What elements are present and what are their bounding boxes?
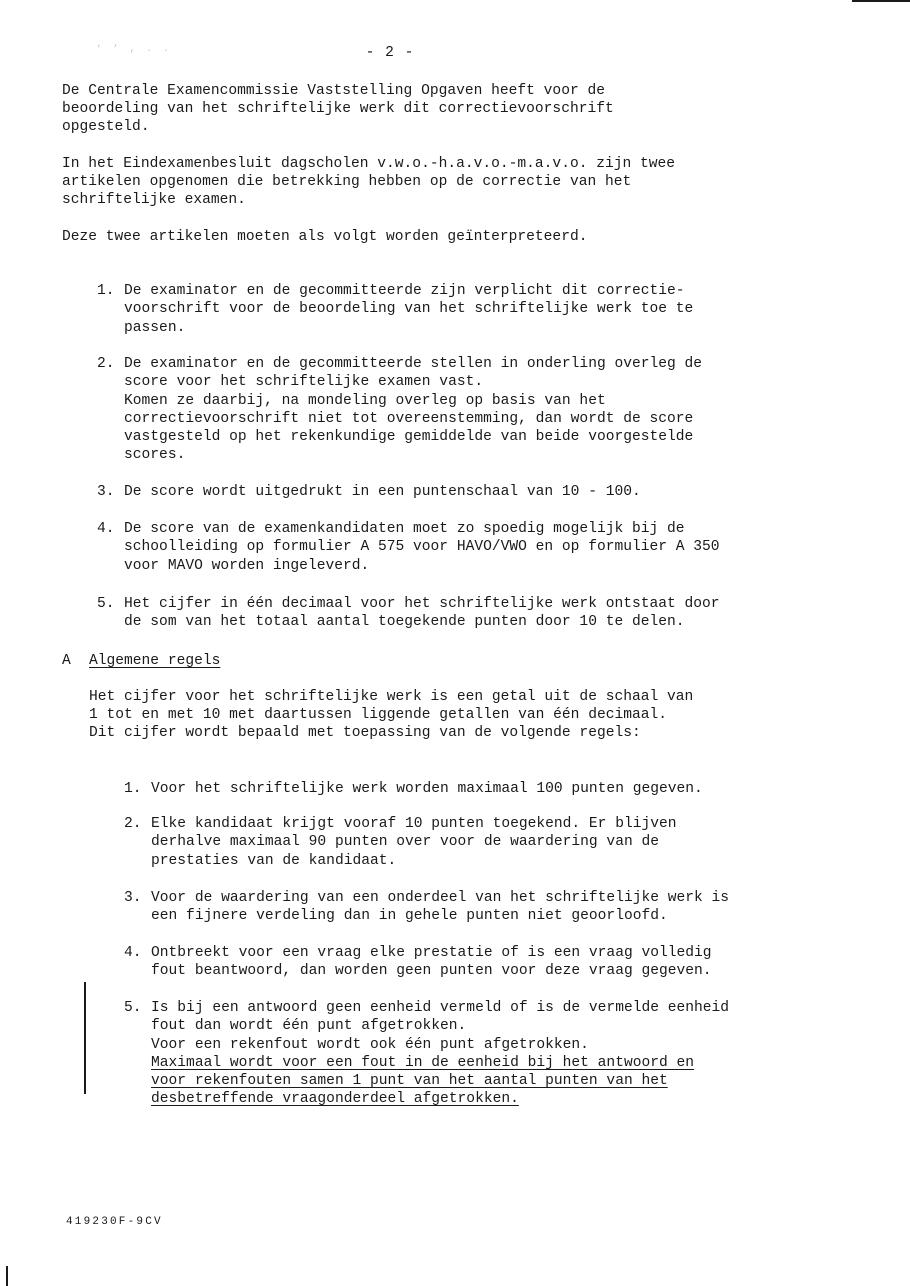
rule-number: 2.	[124, 816, 142, 833]
article-text: De examinator en de gecommitteerde zijn verplicht dit correctie- voorschrift voor de beoordeling van het schriftelijke werk toe te passen.	[124, 283, 694, 336]
revision-bar	[84, 982, 86, 1094]
section-letter: A	[62, 653, 71, 669]
rule-text: Voor het schriftelijke werk worden maximaal 100 punten gegeven.	[151, 781, 703, 798]
rule-text: Voor de waardering van een onderdeel van het schriftelijke werk is een fijnere verdeling dan in gehele punten niet geoorloofd.	[151, 890, 730, 925]
intro-paragraph-1: De Centrale Examencommissie Vaststelling Opgaven heeft voor de beoordeling van het schriftelijke werk dit correctievoorschrift opgesteld.	[62, 83, 614, 136]
rule-number: 4.	[124, 945, 142, 962]
article-number: 5.	[97, 596, 115, 613]
article-number: 4.	[97, 521, 115, 538]
article-item-5	[62, 577, 720, 650]
section-title: Algemene regels	[89, 653, 221, 669]
article-number: 1.	[97, 283, 115, 300]
article-number: 2.	[97, 356, 115, 373]
scan-edge-line	[852, 0, 910, 2]
scan-marks: ‘ ’ , . .	[96, 44, 172, 54]
rule-text: Ontbreekt voor een vraag elke prestatie of is een vraag volledig fout beantwoord, dan worden geen punten voor deze vraag gegeven.	[151, 945, 712, 980]
intro-paragraph-2: In het Eindexamenbesluit dagscholen v.w.o.-h.a.v.o.-m.a.v.o. zijn twee artikelen opgenomen die betrekking hebben op de correctie van het schriftelijke examen.	[62, 156, 676, 209]
article-text: De score van de examenkandidaten moet zo spoedig mogelijk bij de schoolleiding op formulier A 575 voor HAVO/VWO en op formulier A 350 voor MAVO worden ingeleverd.	[124, 521, 720, 574]
rule-number: 5.	[124, 1000, 142, 1017]
rule-number: 1.	[124, 781, 142, 798]
rule-text-underlined: Maximaal wordt voor een fout in de eenheid bij het antwoord en voor rekenfouten samen 1 punt van het aantal punten van het desbetreffende vraagonderdeel afgetrokken.	[151, 1054, 695, 1108]
article-item-2	[62, 337, 702, 483]
rule-text: Is bij een antwoord geen eenheid vermeld of is de vermelde eenheid fout dan wordt één punt afgetrokken. Voor een rekenfout wordt ook één punt afgetrokken.	[151, 1000, 730, 1053]
section-intro: Het cijfer voor het schriftelijke werk is een getal uit de schaal van 1 tot en met 10 met daartussen liggende getallen van één decimaal. Dit cijfer wordt bepaald met toepassing van de volgende regels:	[89, 689, 694, 742]
rule-number: 3.	[124, 890, 142, 907]
rule-item-5	[89, 981, 729, 1127]
article-number: 3.	[97, 484, 115, 501]
rule-text: Elke kandidaat krijgt vooraf 10 punten toegekend. Er blijven derhalve maximaal 90 punten over voor de waardering van de prestaties van de kandidaat.	[151, 816, 677, 869]
article-text: De examinator en de gecommitteerde stellen in onderling overleg de score voor het schriftelijke examen vast. Komen ze daarbij, na mondeling overleg op basis van het correctievoorschrift niet tot overeenstemming, dan wordt de score vastgesteld op het rekenkundige gemiddelde van beide voorgestelde scores.	[124, 356, 703, 464]
intro-paragraph-3: Deze twee artikelen moeten als volgt worden geïnterpreteerd.	[62, 229, 588, 245]
rule-text-block	[151, 999, 729, 1108]
article-text: De score wordt uitgedrukt in een puntenschaal van 10 - 100.	[124, 484, 641, 501]
page-number: - 2 -	[365, 45, 415, 61]
scan-edge-mark	[6, 1266, 8, 1286]
footer-code: 419230F-9CV	[66, 1216, 163, 1228]
article-text: Het cijfer in één decimaal voor het schriftelijke werk ontstaat door de som van het totaal aantal toegekende punten door 10 te delen.	[124, 596, 720, 631]
